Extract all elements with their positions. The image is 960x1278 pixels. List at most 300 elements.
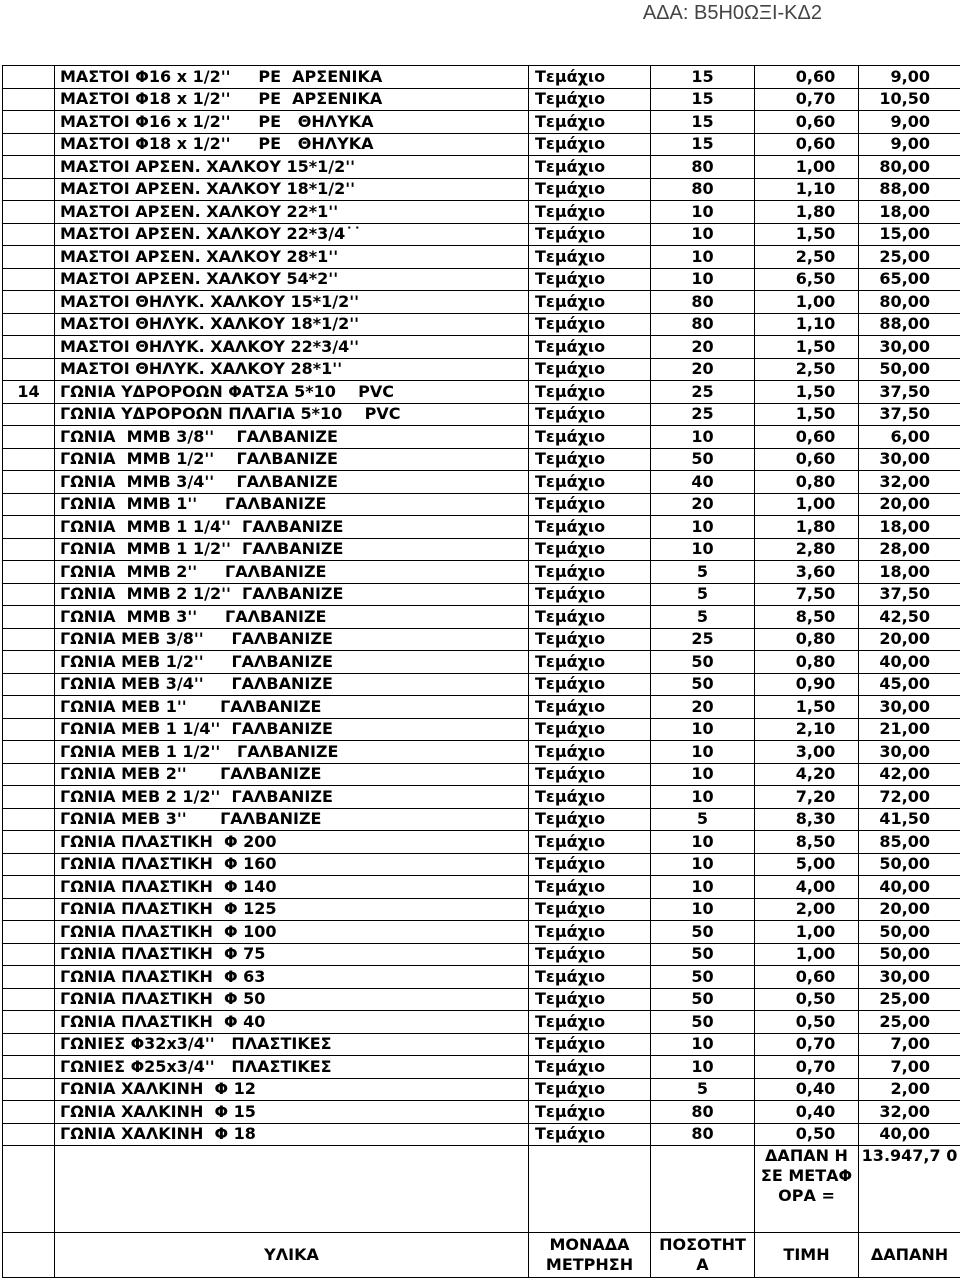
- item-unit-price: 0,50: [755, 1011, 859, 1034]
- item-unit: Τεμάχιο: [529, 1123, 651, 1146]
- item-total: 30,00: [859, 696, 960, 719]
- item-quantity: 80: [651, 178, 755, 201]
- item-quantity: 10: [651, 741, 755, 764]
- item-unit: Τεμάχιο: [529, 538, 651, 561]
- item-description: ΓΩΝΙΑ ΜΜΒ 3/4'' ΓΑΛΒΑΝΙΖΕ: [55, 471, 529, 494]
- column-header-unit: ΜΟΝΑΔΑ ΜΕΤΡΗΣΗ: [529, 1233, 651, 1278]
- item-quantity: 25: [651, 403, 755, 426]
- item-quantity: 5: [651, 561, 755, 584]
- item-description: ΓΩΝΙΕΣ Φ25x3/4'' ΠΛΑΣΤΙΚΕΣ: [55, 1056, 529, 1079]
- item-total: 18,00: [859, 516, 960, 539]
- item-description: ΓΩΝΙΑ ΜΕΒ 1'' ΓΑΛΒΑΝΙΖΕ: [55, 696, 529, 719]
- item-quantity: 5: [651, 1078, 755, 1101]
- item-unit: Τεμάχιο: [529, 718, 651, 741]
- table-row: [3, 88, 960, 111]
- section-number-cell: [3, 921, 55, 944]
- item-unit-price: 2,50: [755, 246, 859, 269]
- section-number-cell: [3, 426, 55, 449]
- table-row: [3, 538, 960, 561]
- table-row: [3, 898, 960, 921]
- item-description: ΜΑΣΤΟΙ ΑΡΣΕΝ. ΧΑΛΚΟΥ 22*1'': [55, 201, 529, 224]
- table-row: [3, 223, 960, 246]
- item-quantity: 50: [651, 1011, 755, 1034]
- table-row: [3, 313, 960, 336]
- section-number-cell: [3, 583, 55, 606]
- item-unit-price: 4,20: [755, 763, 859, 786]
- item-unit: Τεμάχιο: [529, 876, 651, 899]
- item-unit: Τεμάχιο: [529, 133, 651, 156]
- section-number-cell: [3, 336, 55, 359]
- section-number-cell: [3, 988, 55, 1011]
- item-unit: Τεμάχιο: [529, 763, 651, 786]
- table-row: [3, 156, 960, 179]
- item-total: 80,00: [859, 291, 960, 314]
- materials-table: [2, 65, 960, 1278]
- section-number-cell: [3, 606, 55, 629]
- table-row: [3, 1011, 960, 1034]
- item-description: ΓΩΝΙΑ ΜΜΒ 1'' ΓΑΛΒΑΝΙΖΕ: [55, 493, 529, 516]
- item-description: ΜΑΣΤΟΙ Φ16 x 1/2'' PE ΑΡΣΕΝΙΚΑ: [55, 66, 529, 89]
- item-total: 7,00: [859, 1056, 960, 1079]
- item-quantity: 5: [651, 583, 755, 606]
- section-number-cell: [3, 1011, 55, 1034]
- item-description: ΓΩΝΙΑ ΜΜΒ 1/2'' ΓΑΛΒΑΝΙΖΕ: [55, 448, 529, 471]
- column-header-qty: ΠΟΣΟΤΗΤ Α: [651, 1233, 755, 1278]
- item-description: ΓΩΝΙΑ ΠΛΑΣΤΙΚΗ Φ 40: [55, 1011, 529, 1034]
- item-quantity: 10: [651, 538, 755, 561]
- summary-empty-cell: [529, 1146, 651, 1233]
- section-number-cell: [3, 741, 55, 764]
- item-unit: Τεμάχιο: [529, 291, 651, 314]
- item-description: ΜΑΣΤΟΙ Φ16 x 1/2'' PE ΘΗΛΥΚΑ: [55, 111, 529, 134]
- section-number-cell: [3, 898, 55, 921]
- item-description: ΓΩΝΙΑ ΜΜΒ 3/8'' ΓΑΛΒΑΝΙΖΕ: [55, 426, 529, 449]
- item-description: ΓΩΝΙΑ ΥΔΡΟΡΟΩΝ ΦΑΤΣΑ 5*10 PVC: [55, 381, 529, 404]
- section-number-cell: [3, 673, 55, 696]
- item-unit-price: 0,70: [755, 1033, 859, 1056]
- item-unit-price: 1,00: [755, 156, 859, 179]
- item-description: ΓΩΝΙΑ ΠΛΑΣΤΙΚΗ Φ 50: [55, 988, 529, 1011]
- item-unit: Τεμάχιο: [529, 988, 651, 1011]
- item-total: 9,00: [859, 66, 960, 89]
- item-quantity: 80: [651, 291, 755, 314]
- item-quantity: 10: [651, 763, 755, 786]
- item-total: 50,00: [859, 921, 960, 944]
- item-unit: Τεμάχιο: [529, 651, 651, 674]
- item-quantity: 10: [651, 246, 755, 269]
- item-total: 9,00: [859, 111, 960, 134]
- section-number-cell: [3, 313, 55, 336]
- section-number-cell: 14: [3, 381, 55, 404]
- section-number-cell: [3, 1056, 55, 1079]
- item-total: 18,00: [859, 561, 960, 584]
- item-description: ΓΩΝΙΑ ΜΜΒ 2'' ΓΑΛΒΑΝΙΖΕ: [55, 561, 529, 584]
- item-unit: Τεμάχιο: [529, 66, 651, 89]
- section-number-cell: [3, 66, 55, 89]
- item-total: 25,00: [859, 988, 960, 1011]
- item-unit: Τεμάχιο: [529, 448, 651, 471]
- item-total: 20,00: [859, 898, 960, 921]
- item-unit-price: 0,60: [755, 133, 859, 156]
- item-quantity: 50: [651, 943, 755, 966]
- item-unit: Τεμάχιο: [529, 471, 651, 494]
- section-number-cell: [3, 156, 55, 179]
- section-number-cell: [3, 561, 55, 584]
- item-total: 80,00: [859, 156, 960, 179]
- item-quantity: 10: [651, 786, 755, 809]
- table-row: [3, 943, 960, 966]
- item-total: 50,00: [859, 358, 960, 381]
- table-row: [3, 201, 960, 224]
- section-number-cell: [3, 718, 55, 741]
- item-total: 2,00: [859, 1078, 960, 1101]
- item-unit: Τεμάχιο: [529, 921, 651, 944]
- item-unit-price: 0,40: [755, 1101, 859, 1124]
- materials-table-body: [3, 66, 960, 1146]
- item-description: ΓΩΝΙΑ ΜΜΒ 1 1/4'' ΓΑΛΒΑΝΙΖΕ: [55, 516, 529, 539]
- item-unit-price: 0,40: [755, 1078, 859, 1101]
- item-description: ΓΩΝΙΑ ΥΔΡΟΡΟΩΝ ΠΛΑΓΙΑ 5*10 PVC: [55, 403, 529, 426]
- item-quantity: 80: [651, 1101, 755, 1124]
- item-unit-price: 0,60: [755, 426, 859, 449]
- section-number-cell: [3, 763, 55, 786]
- item-unit: Τεμάχιο: [529, 201, 651, 224]
- item-quantity: 15: [651, 66, 755, 89]
- item-description: ΓΩΝΙΑ ΜΕΒ 1 1/2'' ΓΑΛΒΑΝΙΖΕ: [55, 741, 529, 764]
- item-quantity: 80: [651, 313, 755, 336]
- summary-amount: 13.947,7 0: [859, 1146, 960, 1233]
- item-unit-price: 0,80: [755, 651, 859, 674]
- section-number-cell: [3, 88, 55, 111]
- item-description: ΓΩΝΙΑ ΠΛΑΣΤΙΚΗ Φ 75: [55, 943, 529, 966]
- section-number-cell: [3, 1123, 55, 1146]
- table-row: [3, 291, 960, 314]
- item-unit-price: 0,60: [755, 66, 859, 89]
- section-number-cell: [3, 696, 55, 719]
- item-unit-price: 4,00: [755, 876, 859, 899]
- table-row: [3, 966, 960, 989]
- item-total: 10,50: [859, 88, 960, 111]
- section-number-cell: [3, 876, 55, 899]
- item-description: ΓΩΝΙΑ ΠΛΑΣΤΙΚΗ Φ 140: [55, 876, 529, 899]
- item-quantity: 20: [651, 493, 755, 516]
- item-unit: Τεμάχιο: [529, 831, 651, 854]
- table-row: [3, 111, 960, 134]
- item-unit-price: 1,00: [755, 943, 859, 966]
- section-number-cell: [3, 516, 55, 539]
- item-unit-price: 6,50: [755, 268, 859, 291]
- item-total: 30,00: [859, 741, 960, 764]
- item-quantity: 50: [651, 673, 755, 696]
- summary-empty-cell: [55, 1146, 529, 1233]
- item-unit-price: 1,80: [755, 201, 859, 224]
- item-unit-price: 1,50: [755, 223, 859, 246]
- item-unit: Τεμάχιο: [529, 628, 651, 651]
- item-unit-price: 7,50: [755, 583, 859, 606]
- item-quantity: 25: [651, 628, 755, 651]
- item-unit-price: 2,00: [755, 898, 859, 921]
- section-number-cell: [3, 538, 55, 561]
- table-row: [3, 381, 960, 404]
- table-row: [3, 1078, 960, 1101]
- item-unit-price: 1,50: [755, 403, 859, 426]
- item-unit: Τεμάχιο: [529, 966, 651, 989]
- item-description: ΓΩΝΙΑ ΜΜΒ 2 1/2'' ΓΑΛΒΑΝΙΖΕ: [55, 583, 529, 606]
- item-total: 37,50: [859, 403, 960, 426]
- item-description: ΜΑΣΤΟΙ ΘΗΛΥΚ. ΧΑΛΚΟΥ 22*3/4'': [55, 336, 529, 359]
- item-quantity: 50: [651, 966, 755, 989]
- item-total: 28,00: [859, 538, 960, 561]
- table-row: [3, 763, 960, 786]
- table-row: [3, 831, 960, 854]
- item-unit-price: 0,60: [755, 966, 859, 989]
- section-number-cell: [3, 853, 55, 876]
- item-total: 42,00: [859, 763, 960, 786]
- item-description: ΓΩΝΙΑ ΧΑΛΚΙΝΗ Φ 15: [55, 1101, 529, 1124]
- table-row: [3, 268, 960, 291]
- item-description: ΓΩΝΙΑ ΜΕΒ 2 1/2'' ΓΑΛΒΑΝΙΖΕ: [55, 786, 529, 809]
- item-quantity: 40: [651, 471, 755, 494]
- item-unit: Τεμάχιο: [529, 583, 651, 606]
- item-unit-price: 0,50: [755, 1123, 859, 1146]
- item-description: ΜΑΣΤΟΙ Φ18 x 1/2'' PE ΘΗΛΥΚΑ: [55, 133, 529, 156]
- item-description: ΓΩΝΙΑ ΜΕΒ 1 1/4'' ΓΑΛΒΑΝΙΖΕ: [55, 718, 529, 741]
- section-number-cell: [3, 178, 55, 201]
- item-unit: Τεμάχιο: [529, 268, 651, 291]
- item-quantity: 10: [651, 201, 755, 224]
- section-number-cell: [3, 133, 55, 156]
- item-quantity: 50: [651, 921, 755, 944]
- table-row: [3, 988, 960, 1011]
- table-row: [3, 561, 960, 584]
- item-unit: Τεμάχιο: [529, 358, 651, 381]
- table-row: [3, 628, 960, 651]
- item-quantity: 15: [651, 88, 755, 111]
- section-number-cell: [3, 403, 55, 426]
- materials-table-footer: [3, 1146, 960, 1278]
- item-quantity: 80: [651, 1123, 755, 1146]
- section-number-cell: [3, 1033, 55, 1056]
- item-unit-price: 8,50: [755, 831, 859, 854]
- item-total: 25,00: [859, 246, 960, 269]
- item-unit: Τεμάχιο: [529, 178, 651, 201]
- item-description: ΜΑΣΤΟΙ ΑΡΣΕΝ. ΧΑΛΚΟΥ 15*1/2'': [55, 156, 529, 179]
- item-unit: Τεμάχιο: [529, 88, 651, 111]
- item-quantity: 10: [651, 223, 755, 246]
- item-quantity: 10: [651, 1033, 755, 1056]
- section-number-cell: [3, 966, 55, 989]
- section-number-cell: [3, 471, 55, 494]
- item-total: 42,50: [859, 606, 960, 629]
- item-quantity: 20: [651, 358, 755, 381]
- item-quantity: 10: [651, 516, 755, 539]
- section-number-cell: [3, 291, 55, 314]
- item-unit: Τεμάχιο: [529, 606, 651, 629]
- item-unit: Τεμάχιο: [529, 516, 651, 539]
- item-total: 30,00: [859, 448, 960, 471]
- item-unit-price: 0,80: [755, 471, 859, 494]
- item-total: 25,00: [859, 1011, 960, 1034]
- item-unit: Τεμάχιο: [529, 426, 651, 449]
- table-row: [3, 696, 960, 719]
- item-total: 9,00: [859, 133, 960, 156]
- header-empty-cell: [3, 1233, 55, 1278]
- item-total: 18,00: [859, 201, 960, 224]
- table-row: [3, 876, 960, 899]
- item-unit-price: 8,30: [755, 808, 859, 831]
- item-total: 50,00: [859, 943, 960, 966]
- item-unit: Τεμάχιο: [529, 1101, 651, 1124]
- summary-label: ΔΑΠΑΝ Η ΣΕ ΜΕΤΑΦ ΟΡΑ =: [755, 1146, 859, 1233]
- item-description: ΓΩΝΙΑ ΧΑΛΚΙΝΗ Φ 12: [55, 1078, 529, 1101]
- item-total: 88,00: [859, 313, 960, 336]
- item-unit-price: 5,00: [755, 853, 859, 876]
- item-total: 65,00: [859, 268, 960, 291]
- section-number-cell: [3, 943, 55, 966]
- item-unit-price: 1,00: [755, 493, 859, 516]
- item-description: ΜΑΣΤΟΙ ΑΡΣΕΝ. ΧΑΛΚΟΥ 22*3/4˙˙: [55, 223, 529, 246]
- item-description: ΜΑΣΤΟΙ ΘΗΛΥΚ. ΧΑΛΚΟΥ 15*1/2'': [55, 291, 529, 314]
- item-quantity: 10: [651, 876, 755, 899]
- summary-row: [3, 1146, 960, 1233]
- item-quantity: 50: [651, 651, 755, 674]
- item-total: 45,00: [859, 673, 960, 696]
- item-total: 40,00: [859, 1123, 960, 1146]
- item-unit-price: 2,80: [755, 538, 859, 561]
- section-number-cell: [3, 223, 55, 246]
- column-header-total: ΔΑΠΑΝΗ: [859, 1233, 960, 1278]
- item-total: 6,00: [859, 426, 960, 449]
- table-row: [3, 133, 960, 156]
- item-unit-price: 2,50: [755, 358, 859, 381]
- item-description: ΓΩΝΙΕΣ Φ32x3/4'' ΠΛΑΣΤΙΚΕΣ: [55, 1033, 529, 1056]
- item-unit: Τεμάχιο: [529, 741, 651, 764]
- table-row: [3, 358, 960, 381]
- item-description: ΜΑΣΤΟΙ ΑΡΣΕΝ. ΧΑΛΚΟΥ 28*1'': [55, 246, 529, 269]
- item-description: ΓΩΝΙΑ ΜΜΒ 1 1/2'' ΓΑΛΒΑΝΙΖΕ: [55, 538, 529, 561]
- item-quantity: 10: [651, 1056, 755, 1079]
- item-unit: Τεμάχιο: [529, 493, 651, 516]
- item-description: ΓΩΝΙΑ ΜΕΒ 2'' ΓΑΛΒΑΝΙΖΕ: [55, 763, 529, 786]
- item-unit: Τεμάχιο: [529, 786, 651, 809]
- item-unit: Τεμάχιο: [529, 313, 651, 336]
- item-description: ΓΩΝΙΑ ΜΕΒ 1/2'' ΓΑΛΒΑΝΙΖΕ: [55, 651, 529, 674]
- item-unit-price: 3,60: [755, 561, 859, 584]
- item-quantity: 80: [651, 156, 755, 179]
- item-total: 40,00: [859, 876, 960, 899]
- item-unit-price: 1,00: [755, 921, 859, 944]
- table-row: [3, 493, 960, 516]
- section-number-cell: [3, 111, 55, 134]
- item-description: ΓΩΝΙΑ ΜΕΒ 3'' ΓΑΛΒΑΝΙΖΕ: [55, 808, 529, 831]
- table-row: [3, 426, 960, 449]
- item-description: ΓΩΝΙΑ ΠΛΑΣΤΙΚΗ Φ 200: [55, 831, 529, 854]
- item-unit-price: 0,60: [755, 448, 859, 471]
- item-total: 88,00: [859, 178, 960, 201]
- item-description: ΓΩΝΙΑ ΠΛΑΣΤΙΚΗ Φ 160: [55, 853, 529, 876]
- ada-header: ΑΔΑ: Β5Η0ΩΞΙ-ΚΔ2: [643, 2, 822, 25]
- item-unit-price: 1,50: [755, 336, 859, 359]
- item-description: ΓΩΝΙΑ ΠΛΑΣΤΙΚΗ Φ 100: [55, 921, 529, 944]
- table-row: [3, 1123, 960, 1146]
- item-total: 20,00: [859, 628, 960, 651]
- table-row: [3, 448, 960, 471]
- item-unit: Τεμάχιο: [529, 336, 651, 359]
- item-description: ΜΑΣΤΟΙ Φ18 x 1/2'' PE ΑΡΣΕΝΙΚΑ: [55, 88, 529, 111]
- item-unit-price: 0,60: [755, 111, 859, 134]
- column-header-price: ΤΙΜΗ: [755, 1233, 859, 1278]
- item-total: 40,00: [859, 651, 960, 674]
- item-total: 85,00: [859, 831, 960, 854]
- item-unit: Τεμάχιο: [529, 943, 651, 966]
- item-description: ΜΑΣΤΟΙ ΘΗΛΥΚ. ΧΑΛΚΟΥ 18*1/2'': [55, 313, 529, 336]
- section-number-cell: [3, 493, 55, 516]
- table-row: [3, 741, 960, 764]
- item-quantity: 50: [651, 448, 755, 471]
- table-row: [3, 1033, 960, 1056]
- section-number-cell: [3, 651, 55, 674]
- item-quantity: 10: [651, 853, 755, 876]
- item-unit-price: 0,80: [755, 628, 859, 651]
- item-quantity: 10: [651, 426, 755, 449]
- table-row: [3, 336, 960, 359]
- item-quantity: 25: [651, 381, 755, 404]
- table-row: [3, 66, 960, 89]
- section-number-cell: [3, 246, 55, 269]
- item-unit: Τεμάχιο: [529, 898, 651, 921]
- item-unit: Τεμάχιο: [529, 561, 651, 584]
- item-quantity: 5: [651, 808, 755, 831]
- item-unit: Τεμάχιο: [529, 1056, 651, 1079]
- item-unit-price: 1,10: [755, 178, 859, 201]
- item-description: ΜΑΣΤΟΙ ΘΗΛΥΚ. ΧΑΛΚΟΥ 28*1'': [55, 358, 529, 381]
- item-total: 72,00: [859, 786, 960, 809]
- table-row: [3, 808, 960, 831]
- table-row: [3, 673, 960, 696]
- item-unit-price: 1,50: [755, 381, 859, 404]
- item-unit: Τεμάχιο: [529, 381, 651, 404]
- table-row: [3, 1056, 960, 1079]
- item-unit: Τεμάχιο: [529, 403, 651, 426]
- item-unit-price: 2,10: [755, 718, 859, 741]
- item-total: 15,00: [859, 223, 960, 246]
- section-number-cell: [3, 1078, 55, 1101]
- table-row: [3, 516, 960, 539]
- item-unit-price: 7,20: [755, 786, 859, 809]
- item-quantity: 5: [651, 606, 755, 629]
- section-number-cell: [3, 808, 55, 831]
- table-row: [3, 921, 960, 944]
- section-number-cell: [3, 448, 55, 471]
- item-total: 37,50: [859, 583, 960, 606]
- item-description: ΓΩΝΙΑ ΜΕΒ 3/4'' ΓΑΛΒΑΝΙΖΕ: [55, 673, 529, 696]
- table-row: [3, 1101, 960, 1124]
- table-row: [3, 403, 960, 426]
- table-row: [3, 651, 960, 674]
- item-description: ΓΩΝΙΑ ΠΛΑΣΤΙΚΗ Φ 125: [55, 898, 529, 921]
- item-unit: Τεμάχιο: [529, 1033, 651, 1056]
- item-unit: Τεμάχιο: [529, 673, 651, 696]
- section-number-cell: [3, 628, 55, 651]
- item-unit-price: 1,50: [755, 696, 859, 719]
- item-total: 37,50: [859, 381, 960, 404]
- column-header-row: [3, 1233, 960, 1278]
- summary-empty-cell: [3, 1146, 55, 1233]
- item-total: 30,00: [859, 336, 960, 359]
- item-quantity: 10: [651, 718, 755, 741]
- item-quantity: 10: [651, 831, 755, 854]
- item-total: 32,00: [859, 1101, 960, 1124]
